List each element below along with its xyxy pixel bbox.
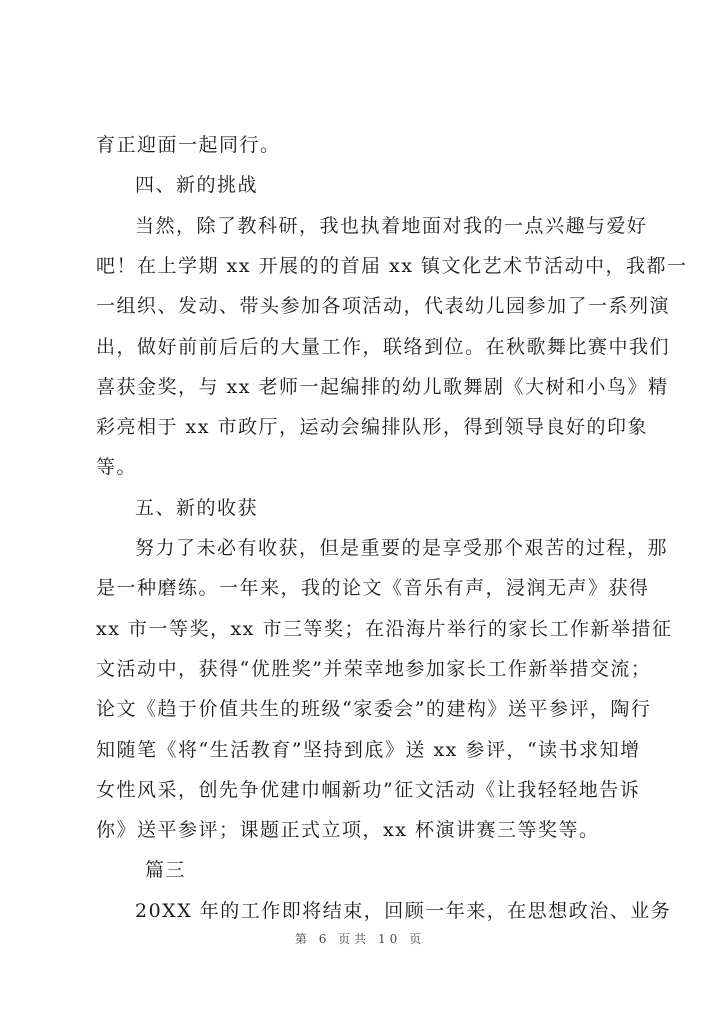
text-line: 一组织、发动、带头参加各项活动，代表幼儿园参加了一系列演 (96, 295, 671, 317)
text-line: 知随笔《将“生活教育”坚持到底》送 xx 参评，“读书求知增 (96, 739, 641, 761)
text-line: 女性风采，创先争优建巾帼新功”征文活动《让我轻轻地告诉 (96, 779, 641, 801)
text-line: 是一种磨练。一年来，我的论文《音乐有声，浸润无声》获得 (96, 577, 650, 599)
text-line: 论文《趋于价值共生的班级“家委会”的建构》送平参评，陶行 (96, 698, 652, 720)
text-line: 彩亮相于 xx 市政厅，运动会编排队形，得到领导良好的印象 (96, 416, 649, 438)
page-number-footer: 第 6 页共 10 页 (294, 932, 426, 946)
text-line: 吧！在上学期 xx 开展的的首届 xx 镇文化艺术节活动中，我都一 (96, 255, 688, 277)
text-line: xx 市一等奖，xx 市三等奖；在沿海片举行的家长工作新举措征 (96, 618, 673, 640)
section-heading: 篇三 (145, 859, 187, 881)
text-line: 20XX 年的工作即将结束，回顾一年来，在思想政治、业务 (135, 900, 672, 922)
text-line: 喜获金奖，与 xx 老师一起编排的幼儿歌舞剧《大树和小鸟》精 (96, 376, 669, 398)
text-line: 等。 (96, 456, 138, 478)
section-heading: 四、新的挑战 (135, 174, 259, 196)
text-line: 努力了未必有收获，但是重要的是享受那个艰苦的过程，那 (135, 537, 669, 559)
text-line: 你》送平参评；课题正式立项，xx 杯演讲赛三等奖等。 (96, 819, 600, 841)
section-heading: 五、新的收获 (135, 497, 259, 519)
text-line: 育正迎面一起同行。 (96, 134, 281, 156)
text-line: 当然，除了教科研，我也执着地面对我的一点兴趣与爱好 (135, 215, 648, 237)
text-line: 文活动中，获得“优胜奖”并荣幸地参加家长工作新举措交流； (96, 658, 652, 680)
text-line: 出，做好前前后后的大量工作，联络到位。在秋歌舞比赛中我们 (96, 336, 671, 358)
